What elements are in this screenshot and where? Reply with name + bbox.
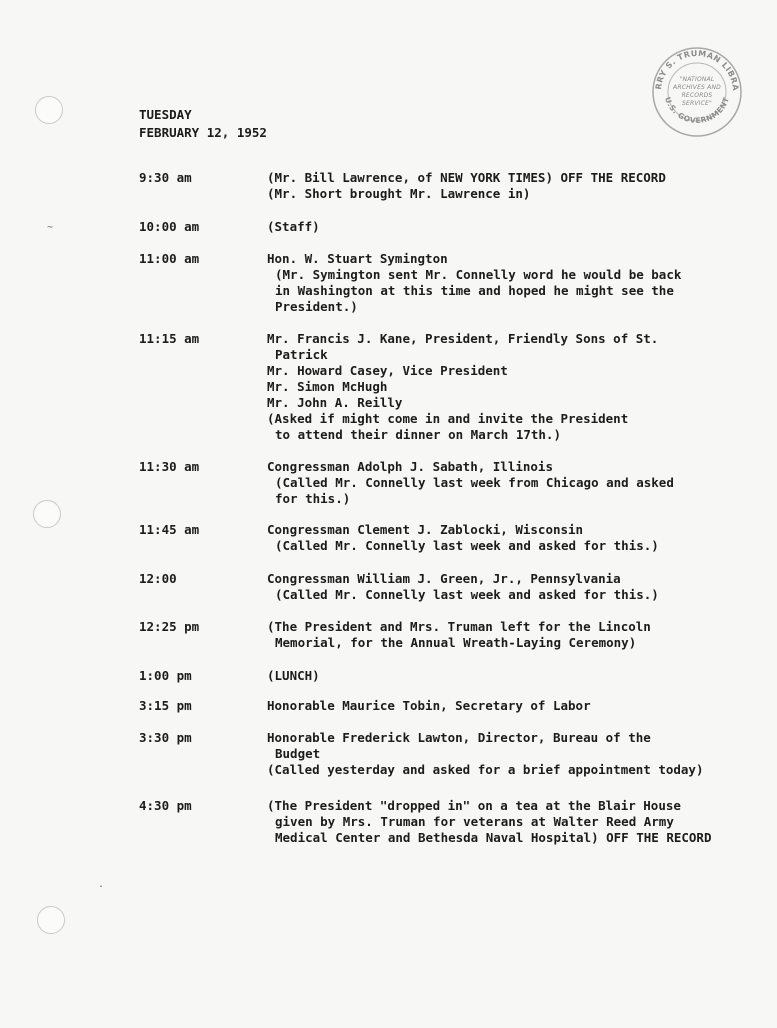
punch-hole [35,96,63,124]
entry-time: 11:00 am [139,251,200,266]
punch-hole [37,906,65,934]
schedule-date: FEBRUARY 12, 1952 [139,125,267,140]
punch-hole [33,500,61,528]
entry-line: in Washington at this time and hoped he might see the [275,283,674,298]
entry-line: (Mr. Symington sent Mr. Connelly word he would be back [275,267,682,282]
entry-line: Patrick [275,347,328,362]
entry-line: Honorable Maurice Tobin, Secretary of Labor [267,698,591,713]
stamp-inner-text: "NATIONAL ARCHIVES AND RECORDS SERVICE" [673,76,721,107]
entry-line: Congressman Clement J. Zablocki, Wisconsin [267,522,584,537]
entry-time: 4:30 pm [139,798,192,813]
entry-description [267,459,757,507]
entry-line: (Asked if might come in and invite the President [267,411,629,426]
entry-time: 1:00 pm [139,668,192,683]
entry-line: Mr. Howard Casey, Vice President [267,363,508,378]
entry-time: 3:30 pm [139,730,192,745]
entry-time: 11:15 am [139,331,200,346]
entry-description [267,170,757,202]
schedule-header [139,106,267,142]
entry-line: Budget [275,746,321,761]
entry-time: 3:15 pm [139,698,192,713]
entry-description [267,219,757,235]
schedule-day: TUESDAY [139,107,192,122]
stamp-bottom-text: U.S. GOVERNMENT [662,95,731,126]
entry-line: Hon. W. Stuart Symington [267,251,448,266]
entry-description [267,730,757,778]
entry-line: Honorable Frederick Lawton, Director, Bureau of the [267,730,651,745]
entry-description [267,522,757,554]
entry-line: (The President and Mrs. Truman left for the Lincoln [267,619,651,634]
entry-line: Congressman William J. Green, Jr., Pennsylvania [267,571,621,586]
library-stamp [651,46,743,138]
entry-line: (The President "dropped in" on a tea at the Blair House [267,798,681,813]
entry-line: Memorial, for the Annual Wreath-Laying Ceremony) [275,635,637,650]
entry-line: Medical Center and Bethesda Naval Hospital) OFF THE RECORD [275,830,712,845]
entry-time: 9:30 am [139,170,192,185]
stamp-ring-text: RRY S. TRUMAN LIBRA [653,48,741,92]
stray-mark: . [98,879,105,890]
entry-line: (Called yesterday and asked for a brief appointment today) [267,762,704,777]
entry-line: President.) [275,299,358,314]
entry-description [267,798,757,846]
entry-line: Mr. Simon McHugh [267,379,388,394]
entry-line: (Staff) [267,219,320,234]
entry-time: 12:00 [139,571,177,586]
entry-line: Mr. Francis J. Kane, President, Friendly Sons of St. [267,331,659,346]
entry-line: Mr. John A. Reilly [267,395,403,410]
entry-time: 12:25 pm [139,619,200,634]
entry-line: for this.) [275,491,351,506]
stray-mark: ~ [47,222,54,233]
entry-description [267,698,757,714]
entry-time: 11:30 am [139,459,200,474]
entry-description [267,668,757,684]
entry-line: (Called Mr. Connelly last week and asked for this.) [275,538,659,553]
entry-line: (LUNCH) [267,668,320,683]
entry-line: given by Mrs. Truman for veterans at Walter Reed Army [275,814,674,829]
entry-time: 10:00 am [139,219,200,234]
entry-description [267,331,757,443]
entry-description [267,251,757,315]
entry-line: (Mr. Bill Lawrence, of NEW YORK TIMES) OFF THE RECORD [267,170,666,185]
entry-line: to attend their dinner on March 17th.) [275,427,561,442]
entry-line: (Mr. Short brought Mr. Lawrence in) [267,186,531,201]
entry-time: 11:45 am [139,522,200,537]
entry-line: (Called Mr. Connelly last week from Chicago and asked [275,475,674,490]
entry-line: (Called Mr. Connelly last week and asked for this.) [275,587,659,602]
entry-description [267,619,757,651]
entry-description [267,571,757,603]
entry-line: Congressman Adolph J. Sabath, Illinois [267,459,553,474]
